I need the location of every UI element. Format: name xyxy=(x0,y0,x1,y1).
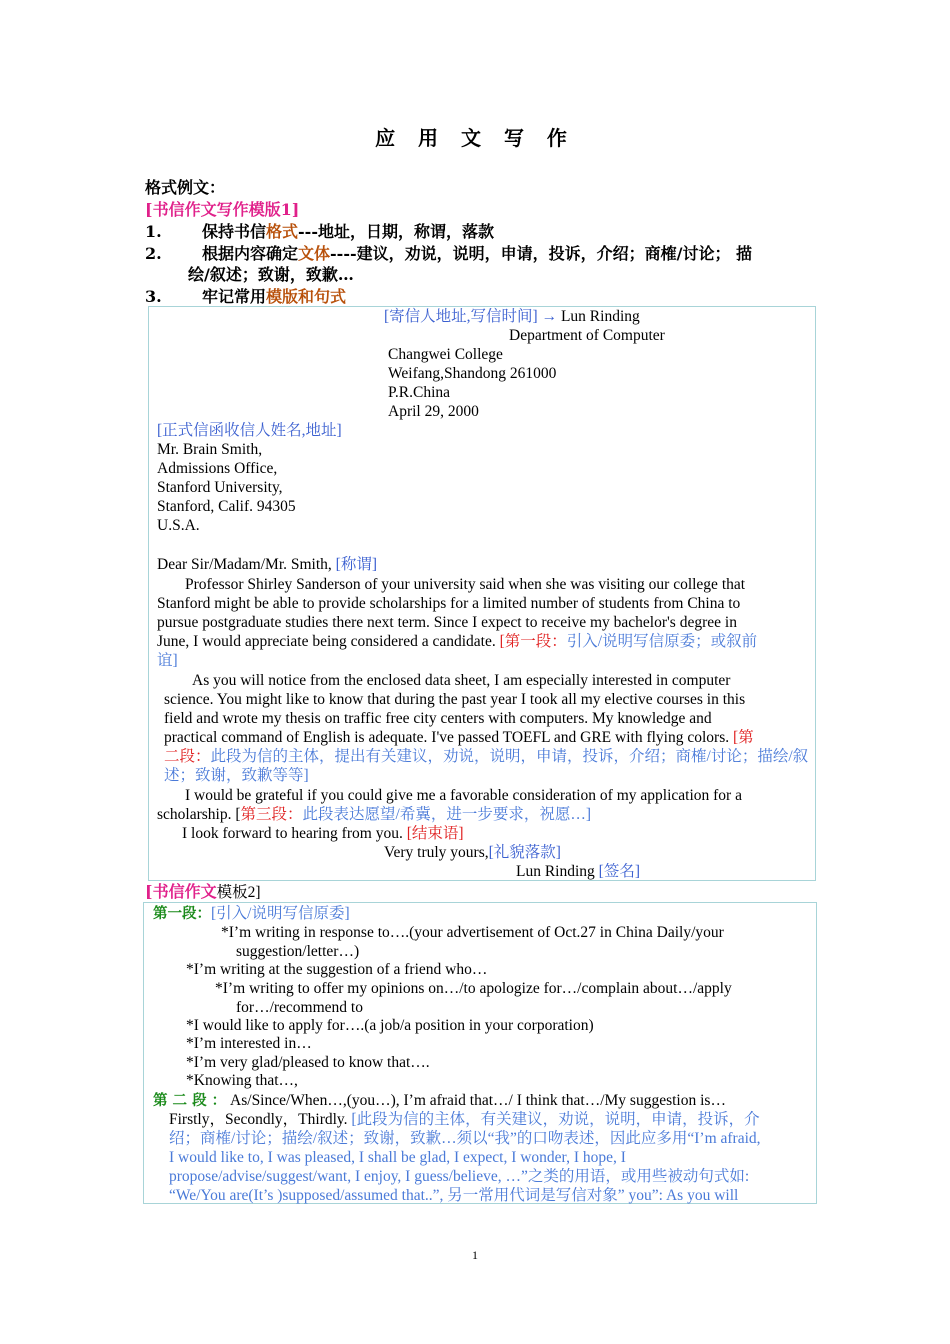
signoff: Very truly yours,[礼貌落款] xyxy=(384,844,561,861)
template-sentence: *I would like to apply for….(a job/a position in your corporation) xyxy=(186,1017,594,1034)
template-sentence: *I’m writing at the suggestion of a friend who… xyxy=(186,961,488,978)
template-sentence: *I’m interested in… xyxy=(186,1035,312,1052)
salutation: Dear Sir/Madam/Mr. Smith, [称谓] xyxy=(157,556,377,573)
paragraph-line: Stanford might be able to provide scholarships for a limited number of students from China to xyxy=(157,595,741,612)
recipient-line: Admissions Office, xyxy=(157,460,278,477)
paragraph-line: June, I would appreciate being considered a candidate. [第一段：引入/说明写信原委；或叙前 xyxy=(157,633,758,650)
recipient-line: Stanford University, xyxy=(157,479,283,496)
para2-line: Firstly，Secondly，Thirdly. [此段为信的主体，有关建议，劝说，说明，申请，投诉，介 xyxy=(169,1111,760,1128)
closing-line: I look forward to hearing from you. [结束语] xyxy=(182,825,464,842)
paragraph-line: pursue postgraduate studies there next term. Since I expect to receive my bachelor's degree in xyxy=(157,614,737,631)
para2-note: 绍；商榷/讨论；描绘/叙述；致谢，致歉…须以“我”的口吻表述，因此应多用“I’m afraid, xyxy=(169,1130,761,1147)
page-number: 1 xyxy=(472,1248,478,1262)
template-sentence: suggestion/letter…) xyxy=(236,943,360,960)
paragraph-line: science. You might like to know that during the past year I took all my elective courses in this xyxy=(164,691,746,708)
para2-note: propose/advise/suggest/want, I enjoy, I guess/believe, …”之类的用语，或用些被动句式如: xyxy=(169,1168,750,1185)
paragraph-line: field and wrote my thesis on traffic free city centers with computers. My knowledge and xyxy=(164,710,712,727)
sender-header: [寄信人地址,写信时间] → Lun Rinding xyxy=(384,308,640,325)
signature: Lun Rinding [签名] xyxy=(516,863,640,880)
paragraph-line: I would be grateful if you could give me a favorable consideration of my application for a xyxy=(185,787,742,804)
para2-heading: 第 二 段 ： As/Since/When…,(you…), I’m afraid that…/ I think that…/My suggestion is… xyxy=(153,1092,726,1109)
page-title: 应 用 文 写 作 xyxy=(375,126,575,150)
template-sentence: for…/recommend to xyxy=(236,999,363,1016)
template-sentence: *Knowing that…, xyxy=(186,1072,298,1089)
template-sentence: *I’m writing to offer my opinions on…/to apologize for…/complain about…/apply xyxy=(215,980,732,997)
para2-note: “We/You are(It’s )supposed/assumed that..”, 另一常用代词是写信对象” you”: As you will xyxy=(169,1187,739,1204)
letter-date: April 29, 2000 xyxy=(388,403,479,420)
recipient-line: U.S.A. xyxy=(157,517,200,534)
list-item: 1. 保持书信格式---地址，日期，称谓，落款 xyxy=(145,222,494,241)
para1-heading: 第一段：[引入/说明写信原委] xyxy=(153,905,350,922)
recipient-line: Stanford, Calif. 94305 xyxy=(157,498,296,515)
paragraph-line: As you will notice from the enclosed data sheet, I am especially interested in computer xyxy=(192,672,731,689)
sender-line: Weifang,Shandong 261000 xyxy=(388,365,557,382)
list-item: 2. 根据内容确定文体----建议，劝说，说明，申请，投诉，介绍；商榷/讨论； 描 xyxy=(145,244,753,263)
recipient-line: Mr. Brain Smith, xyxy=(157,441,263,458)
paragraph-line: Professor Shirley Sanderson of your university said when she was visiting our college that xyxy=(185,576,746,593)
paragraph-note: 述；致谢，致歉等等] xyxy=(164,767,309,784)
paragraph-line: scholarship. [第三段：此段表达愿望/希冀，进一步要求，祝愿…] xyxy=(157,806,592,823)
para2-note: I would like to, I was pleased, I shall be glad, I expect, I wonder, I hope, I xyxy=(169,1149,626,1166)
recipient-note: [正式信函收信人姓名,地址] xyxy=(157,422,342,439)
sender-line: Department of Computer xyxy=(509,327,665,344)
sender-line: Changwei College xyxy=(388,346,503,363)
example-heading: 格式例文： xyxy=(145,178,226,197)
template-sentence: *I’m very glad/pleased to know that…. xyxy=(186,1054,430,1071)
template1-title: [书信作文写作模版1] xyxy=(145,200,300,219)
paragraph-line: practical command of English is adequate. I've passed TOEFL and GRE with flying colors. [第 xyxy=(164,729,754,746)
sender-line: P.R.China xyxy=(388,384,451,401)
list-item-continuation: 绘/叙述；致谢，致歉… xyxy=(188,265,354,284)
paragraph-note: 谊] xyxy=(157,652,178,669)
list-item: 3. 牢记常用模版和句式 xyxy=(145,287,347,306)
template2-title: [书信作文模板2] xyxy=(145,882,261,901)
paragraph-note: 二段：此段为信的主体，提出有关建议，劝说，说明，申请，投诉，介绍；商榷/讨论；描绘/叙 xyxy=(164,748,809,765)
template-sentence: *I’m writing in response to….(your advertisement of Oct.27 in China Daily/your xyxy=(221,924,724,941)
